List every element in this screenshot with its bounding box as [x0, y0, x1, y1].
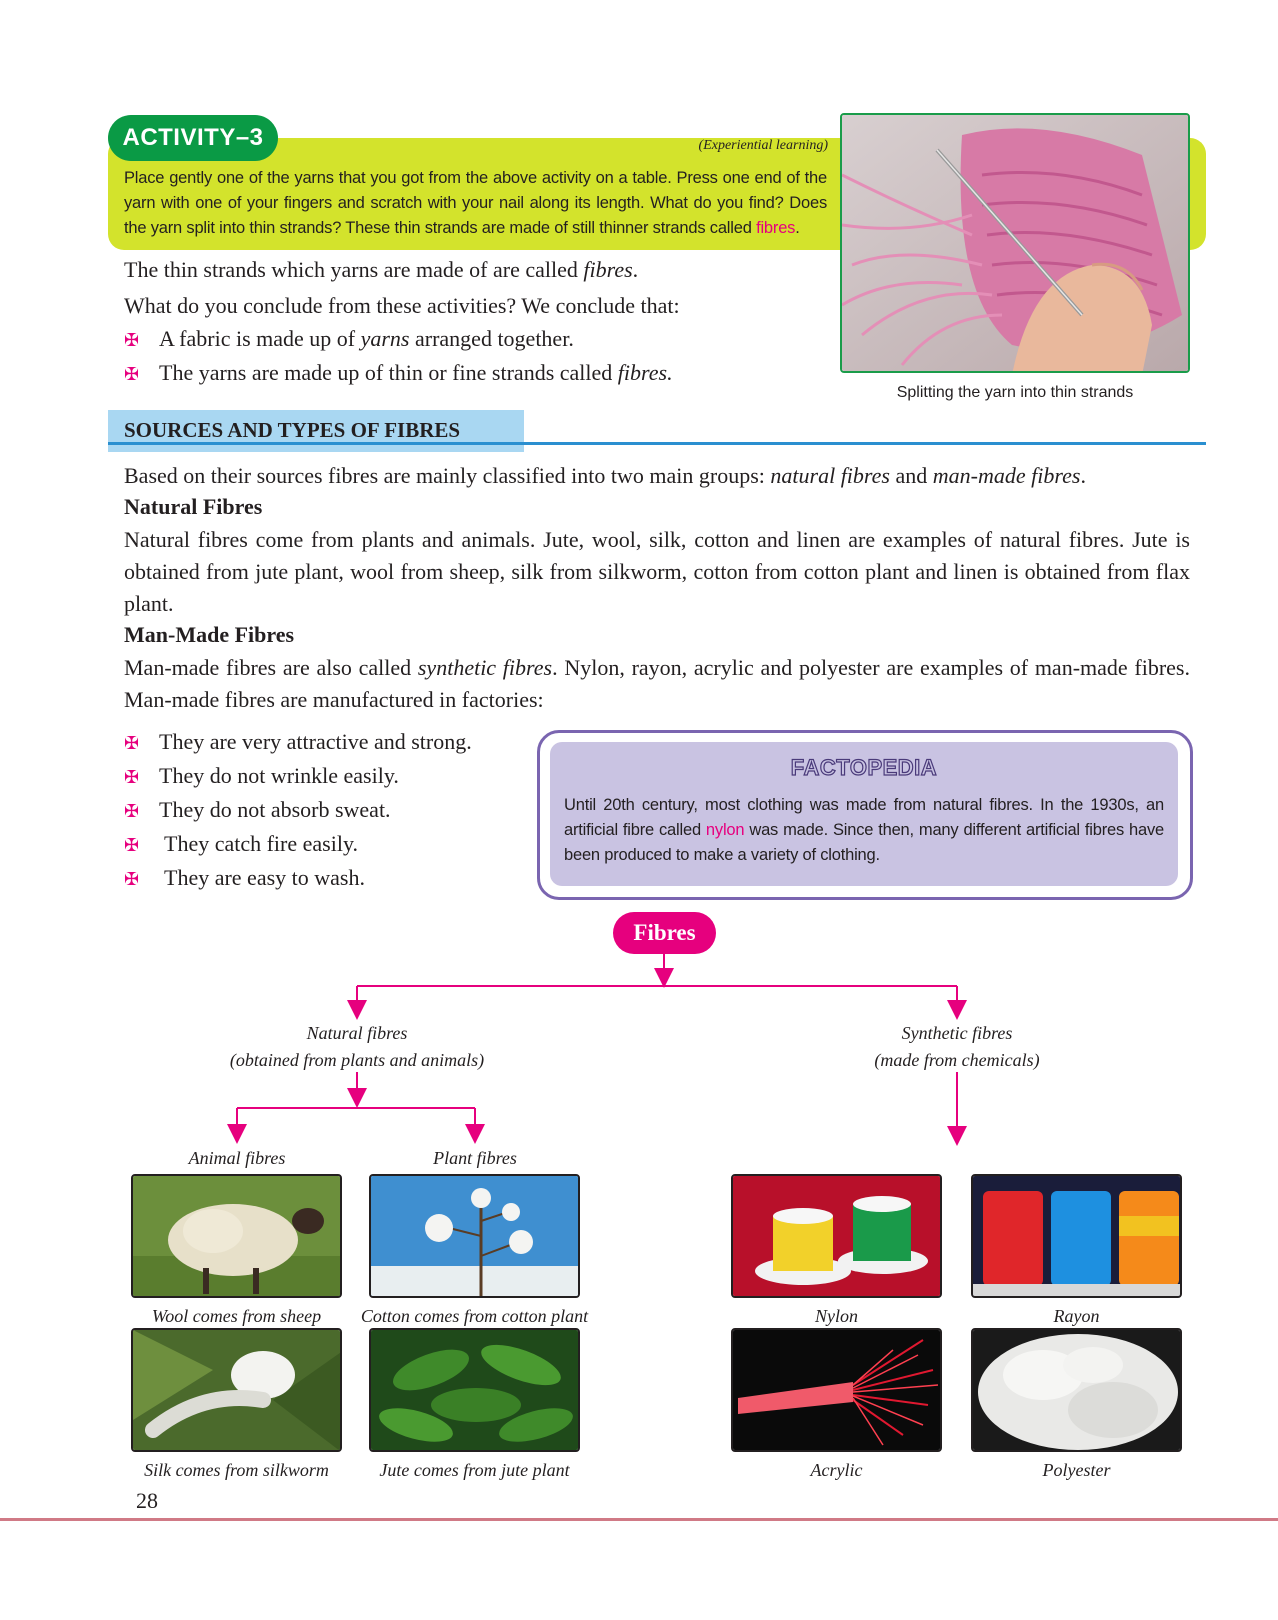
page-number: 28 — [136, 1488, 158, 1513]
cross-bullet-icon: ✠ — [124, 869, 140, 890]
cross-bullet-icon: ✠ — [124, 733, 140, 754]
natural-fibres-text: Natural fibres come from plants and animals. Jute, wool, silk, cotton and linen are examples of natural fibres. Jute is obtained from jute plant, wool from sheep, silk from silkworm, cotton from cotton plant and linen is obtained from flax plant. — [124, 527, 1190, 616]
animal-fibres-node: Animal fibres — [188, 1148, 286, 1168]
synthetic-fibres-sub: (made from chemicals) — [874, 1050, 1040, 1070]
plant-fibres-node: Plant fibres — [433, 1148, 517, 1168]
sources-paragraph: Based on their sources fibres are mainly classified into two main groups: natural fibres and man-made fibres. — [124, 463, 1086, 488]
cotton-caption: Cotton comes from cotton plant — [360, 1306, 589, 1326]
factopedia-highlight-nylon: nylon — [705, 821, 745, 839]
cross-bullet-icon: ✠ — [124, 767, 140, 788]
factopedia-title: FACTOPEDIA — [790, 755, 938, 780]
synthetic-fibres-node — [817, 1020, 1097, 1074]
cotton-image — [369, 1174, 580, 1298]
intro-line-1-italic: fibres — [583, 257, 633, 282]
activity-highlight-fibres: fibres — [756, 219, 796, 237]
polyester-caption: Polyester — [1042, 1460, 1111, 1480]
rayon-image — [971, 1174, 1182, 1298]
intro-line-1-end: . — [632, 257, 639, 282]
bullet-text: They are very attractive and strong. — [159, 729, 472, 754]
wool-caption: Wool comes from sheep — [151, 1306, 322, 1326]
cross-bullet-icon: ✠ — [124, 835, 140, 856]
natural-fibres-node — [187, 1020, 527, 1074]
silkworm-image — [131, 1328, 342, 1452]
intro-bullet-1-text: A fabric is made up of yarns arranged together. — [159, 326, 574, 351]
acrylic-image — [731, 1328, 942, 1452]
manmade-fibres-text: Man-made fibres are also called synthetic fibres. Nylon, rayon, acrylic and polyester are examples of man-made fibres. Man-made fibres are manufactured in factories: — [124, 655, 1190, 712]
intro-line-1-text: The thin strands which yarns are made of are called — [124, 257, 584, 282]
bullet-text: They do not wrinkle easily. — [159, 763, 399, 788]
silk-caption: Silk comes from silkworm — [144, 1460, 329, 1480]
natural-fibres-sub: (obtained from plants and animals) — [229, 1050, 485, 1070]
activity-badge: ACTIVITY–3 — [108, 115, 278, 161]
cross-bullet-icon: ✠ — [124, 364, 140, 385]
rayon-caption: Rayon — [1053, 1306, 1100, 1326]
bullet-text: They catch fire easily. — [164, 831, 359, 856]
activity-subtitle: (Experiential learning) — [698, 138, 828, 153]
sheep-image — [131, 1174, 342, 1298]
natural-fibres-title: Natural fibres — [306, 1023, 408, 1043]
footer-rule — [0, 1518, 1278, 1521]
jute-image — [369, 1328, 580, 1452]
jute-caption: Jute comes from jute plant — [379, 1460, 570, 1480]
natural-fibres-heading: Natural Fibres — [124, 494, 263, 519]
factopedia-text: Until 20th century, most clothing was made from natural fibres. In the 1930s, an artificial fibre called nylon was made. Since then, many different artificial fibres have been produced to make a variety of clothing. — [564, 796, 1165, 864]
cross-bullet-icon: ✠ — [124, 801, 140, 822]
intro-line-2: What do you conclude from these activities? We conclude that: — [124, 293, 680, 318]
nylon-caption: Nylon — [815, 1306, 858, 1326]
intro-bullet-2-text: The yarns are made up of thin or fine strands called fibres. — [159, 360, 673, 385]
activity-text-end: . — [795, 219, 800, 237]
nylon-image — [731, 1174, 942, 1298]
bullet-text: They do not absorb sweat. — [159, 797, 391, 822]
polyester-image — [971, 1328, 1182, 1452]
fibres-root-node: Fibres — [613, 912, 716, 954]
photo-caption: Splitting the yarn into thin strands — [896, 384, 1134, 401]
activity-text-main: Place gently one of the yarns that you got from the above activity on a table. Press one end of the yarn with one of your fingers and scratch with your nail along its length. What do you find? Does the yarn split into thin strands? These thin strands are made of still thinner strands called — [124, 169, 827, 237]
acrylic-caption: Acrylic — [810, 1460, 863, 1480]
cross-bullet-icon: ✠ — [124, 330, 140, 351]
synthetic-fibres-title: Synthetic fibres — [901, 1023, 1013, 1043]
section-title: SOURCES AND TYPES OF FIBRES — [124, 418, 461, 442]
manmade-fibres-heading: Man-Made Fibres — [124, 622, 295, 647]
bullet-text: They are easy to wash. — [164, 865, 365, 890]
